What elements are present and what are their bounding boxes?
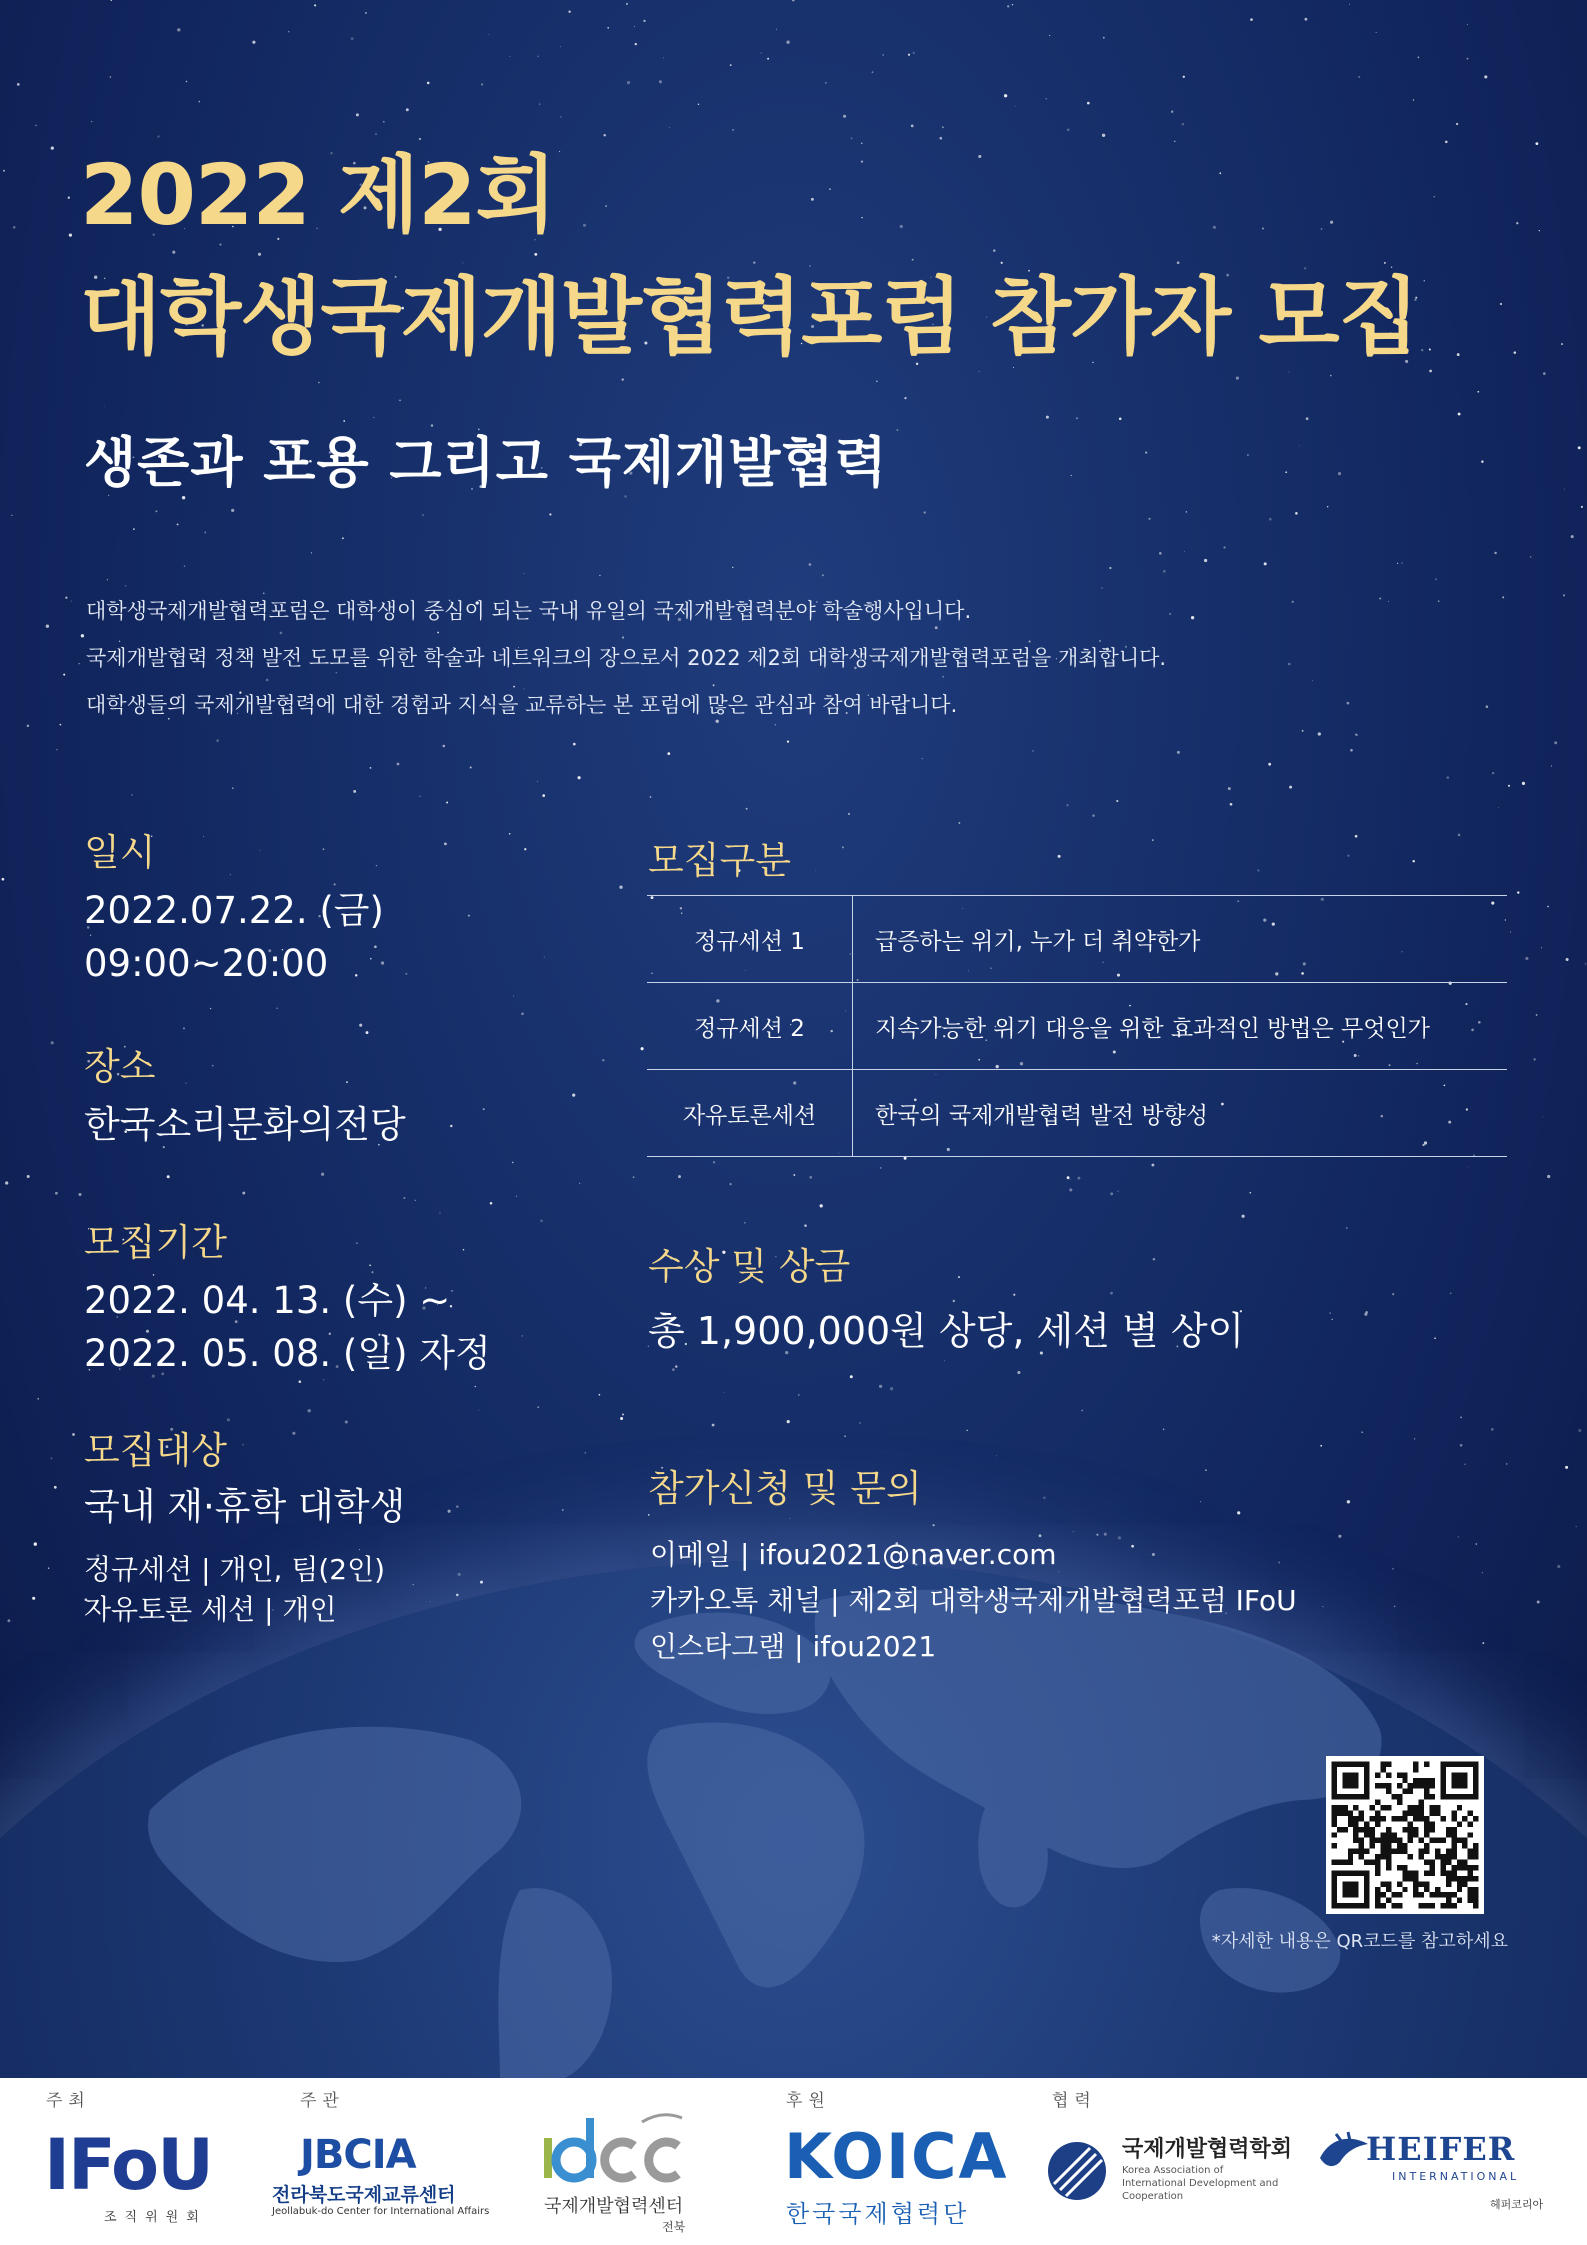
- subtitle: 생존과 포용 그리고 국제개발협력: [84, 431, 888, 494]
- contact-email[interactable]: 이메일 | ifou2021@naver.com: [650, 1538, 1057, 1571]
- period-heading: 모집기간: [84, 1221, 227, 1264]
- contact-kakao[interactable]: 카카오톡 채널 | 제2회 대학생국제개발협력포럼 IFoU: [650, 1584, 1297, 1617]
- target-detail-regular: 정규세션 | 개인, 팀(2인): [84, 1553, 386, 1586]
- period-value: [84, 1274, 491, 1380]
- target-value: [84, 1480, 405, 1533]
- kaidec-logo-en: [1122, 2164, 1278, 2203]
- role-sponsor: 후원: [786, 2091, 831, 2111]
- ifou-logo-sub: 조직위원회: [104, 2210, 207, 2225]
- session-topic: 한국의 국제개발협력 발전 방향성: [853, 1070, 1508, 1157]
- heifer-logo-text: HEIFER: [1366, 2130, 1516, 2168]
- koica-logo-text: KOICA: [784, 2120, 1009, 2193]
- intro-line: 대학생들의 국제개발협력에 대한 경험과 지식을 교류하는 본 포럼에 많은 관심과 참여 바랍니다.: [86, 693, 958, 717]
- title-year: 2022 제2회: [80, 146, 556, 244]
- session-topic: 지속가능한 위기 대응을 위한 효과적인 방법은 무엇인가: [853, 983, 1508, 1070]
- venue-value: [84, 1098, 406, 1151]
- ifou-logo-text: IFoU: [44, 2124, 212, 2206]
- date-line: 2022.07.22. (금): [84, 889, 384, 932]
- date-value: [84, 884, 384, 990]
- session-topic: 급증하는 위기, 누가 더 취약한가: [853, 896, 1508, 983]
- kaidec-en-line: Korea Association of: [1122, 2165, 1224, 2176]
- session-name: 정규세션 1: [647, 896, 853, 983]
- jbcia-logo-text: JBCIA: [300, 2132, 416, 2178]
- intro-text: [86, 588, 1166, 729]
- heifer-logo-sub: INTERNATIONAL: [1392, 2170, 1520, 2183]
- idcc-logo-kr: 국제개발협력센터: [544, 2196, 684, 2217]
- target-text: 국내 재·휴학 대학생: [84, 1485, 406, 1528]
- award-heading: 수상 및 상금: [648, 1245, 851, 1288]
- role-organizer: 주관: [300, 2091, 345, 2111]
- contact-info: [650, 1532, 1297, 1670]
- table-row: [647, 896, 1507, 983]
- time-line: 09:00~20:00: [84, 942, 329, 985]
- qr-code[interactable]: [1326, 1756, 1484, 1914]
- period-start: 2022. 04. 13. (수) ~: [84, 1279, 451, 1322]
- heifer-logo-mark: [1316, 2128, 1372, 2178]
- intro-line: 국제개발협력 정책 발전 도모를 위한 학술과 네트워크의 장으로서 2022 제2회 대학생국제개발협력포럼을 개최합니다.: [86, 646, 1167, 670]
- contact-instagram[interactable]: 인스타그램 | ifou2021: [650, 1630, 937, 1663]
- target-detail: [84, 1550, 385, 1630]
- award-value: 총 1,900,000원 상당, 세션 별 상이: [648, 1309, 1245, 1353]
- idcc-logo-mark: [542, 2108, 692, 2188]
- koica-logo-kr: 한국국제협력단: [786, 2200, 970, 2228]
- table-row: [647, 983, 1507, 1070]
- title-main: 대학생국제개발협력포럼 참가자 모집: [80, 268, 1419, 366]
- kaidec-logo-mark: [1046, 2140, 1108, 2202]
- session-name: 정규세션 2: [647, 983, 853, 1070]
- jbcia-logo-en: Jeollabuk-do Center for International Affairs: [272, 2206, 490, 2217]
- role-host: 주최: [46, 2091, 91, 2111]
- kaidec-en-line: Cooperation: [1122, 2191, 1184, 2202]
- table-row: [647, 1070, 1507, 1157]
- jbcia-logo-kr: 전라북도국제교류센터: [272, 2184, 456, 2206]
- heifer-logo-kr: 헤퍼코리아: [1490, 2198, 1544, 2211]
- categories-heading: 모집구분: [648, 839, 791, 882]
- target-heading: 모집대상: [84, 1429, 227, 1472]
- kaidec-logo-kr: 국제개발협력학회: [1122, 2137, 1293, 2162]
- idcc-logo-sub: 전북: [662, 2220, 686, 2234]
- period-end: 2022. 05. 08. (일) 자정: [84, 1332, 491, 1375]
- venue-text: 한국소리문화의전당: [84, 1103, 406, 1146]
- date-heading: 일시: [84, 831, 156, 874]
- session-name: 자유토론세션: [647, 1070, 853, 1157]
- intro-line: 대학생국제개발협력포럼은 대학생이 중심이 되는 국내 유일의 국제개발협력분야 학술행사입니다.: [86, 599, 972, 623]
- qr-note: *자세한 내용은 QR코드를 참고하세요: [1211, 1931, 1508, 1952]
- venue-heading: 장소: [84, 1045, 156, 1088]
- target-detail-free: 자유토론 세션 | 개인: [84, 1593, 337, 1626]
- role-partner: 협력: [1052, 2091, 1097, 2111]
- contact-heading: 참가신청 및 문의: [648, 1467, 922, 1510]
- footer-logos: [0, 2078, 1587, 2245]
- kaidec-en-line: International Development and: [1122, 2178, 1279, 2189]
- sessions-table: [647, 895, 1507, 1157]
